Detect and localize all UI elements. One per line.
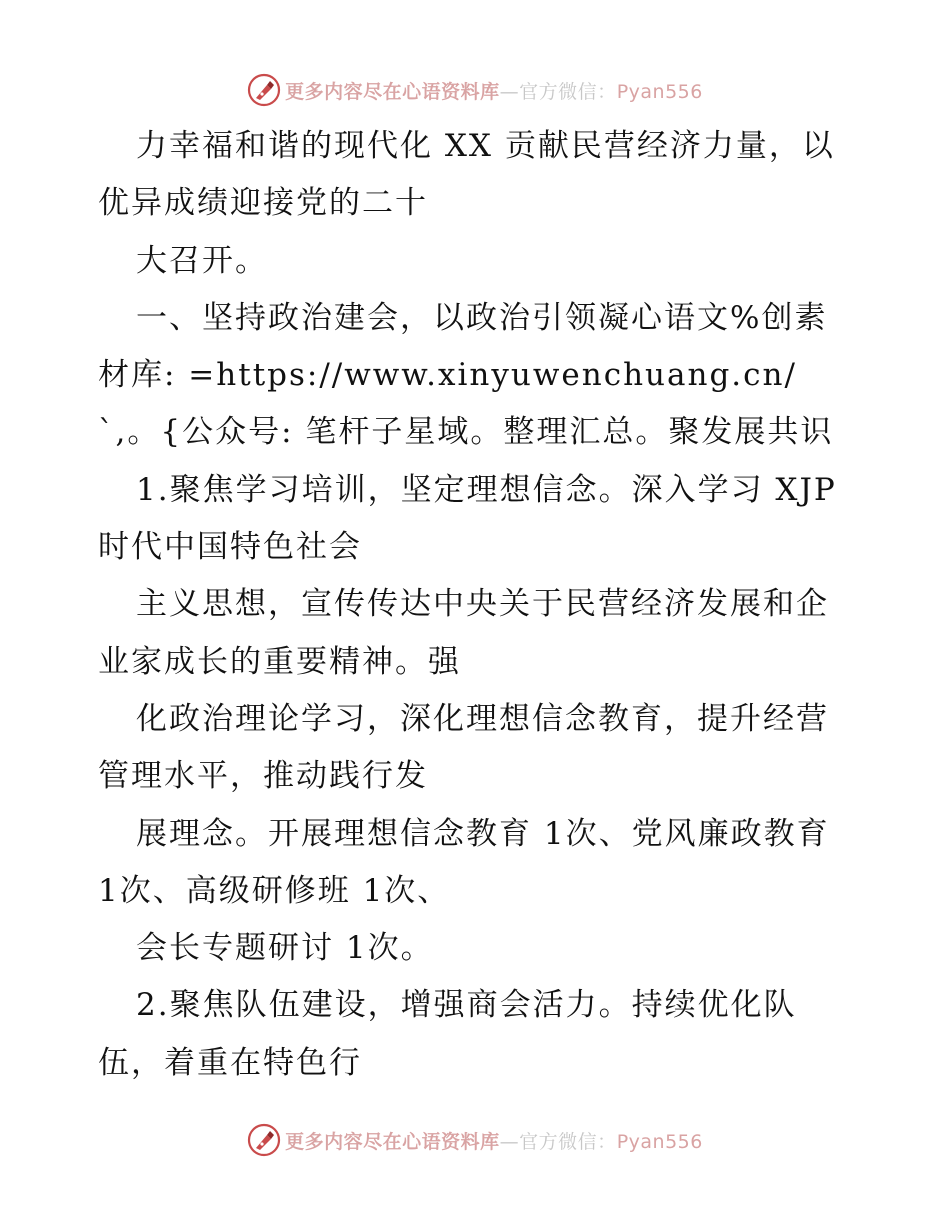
paragraph: 化政治理论学习，深化理想信念教育，提升经营管理水平，推动践行发: [98, 700, 829, 795]
footer-wechat-label: 官方微信：: [519, 1130, 617, 1153]
header-wechat-id: Pyan556: [616, 80, 703, 103]
footer-wechat-id: Pyan556: [616, 1130, 703, 1153]
paragraph: 大召开。: [136, 242, 268, 279]
paragraph: 一、坚持政治建会，以政治引领凝心语文%创素材库: =https://www.xinyuwenchuang.cn/`,。{公众号: 笔杆子星域。整理汇总。聚发展共识: [98, 299, 834, 451]
footer-text: [285, 1127, 703, 1154]
header-title: 更多内容尽在心语资料库: [285, 80, 500, 103]
header-text: [285, 77, 703, 104]
header-wechat-label: 官方微信：: [519, 80, 617, 103]
header-separator: —: [499, 80, 520, 103]
pen-nib-logo-icon: [247, 73, 281, 107]
document-body: [98, 118, 856, 1092]
footer-title: 更多内容尽在心语资料库: [285, 1130, 500, 1153]
pen-nib-logo-icon: [247, 1123, 281, 1157]
footer-banner: [0, 1120, 950, 1160]
header-banner: [0, 70, 950, 110]
footer-separator: —: [499, 1130, 520, 1153]
paragraph: 2.聚焦队伍建设，增强商会活力。持续优化队伍，着重在特色行: [98, 987, 797, 1081]
paragraph: 展理念。开展理想信念教育 1次、党风廉政教育 1次、高级研修班 1次、: [98, 815, 830, 909]
paragraph: 主义思想，宣传传达中央关于民营经济发展和企业家成长的重要精神。强: [98, 586, 829, 680]
paragraph: 会长专题研讨 1次。: [136, 930, 434, 967]
paragraph: 1.聚焦学习培训，坚定理想信念。深入学习 XJP 时代中国特色社会: [98, 471, 837, 566]
paragraph: 力幸福和谐的现代化 XX 贡献民营经济力量，以优异成绩迎接党的二十: [98, 128, 835, 222]
